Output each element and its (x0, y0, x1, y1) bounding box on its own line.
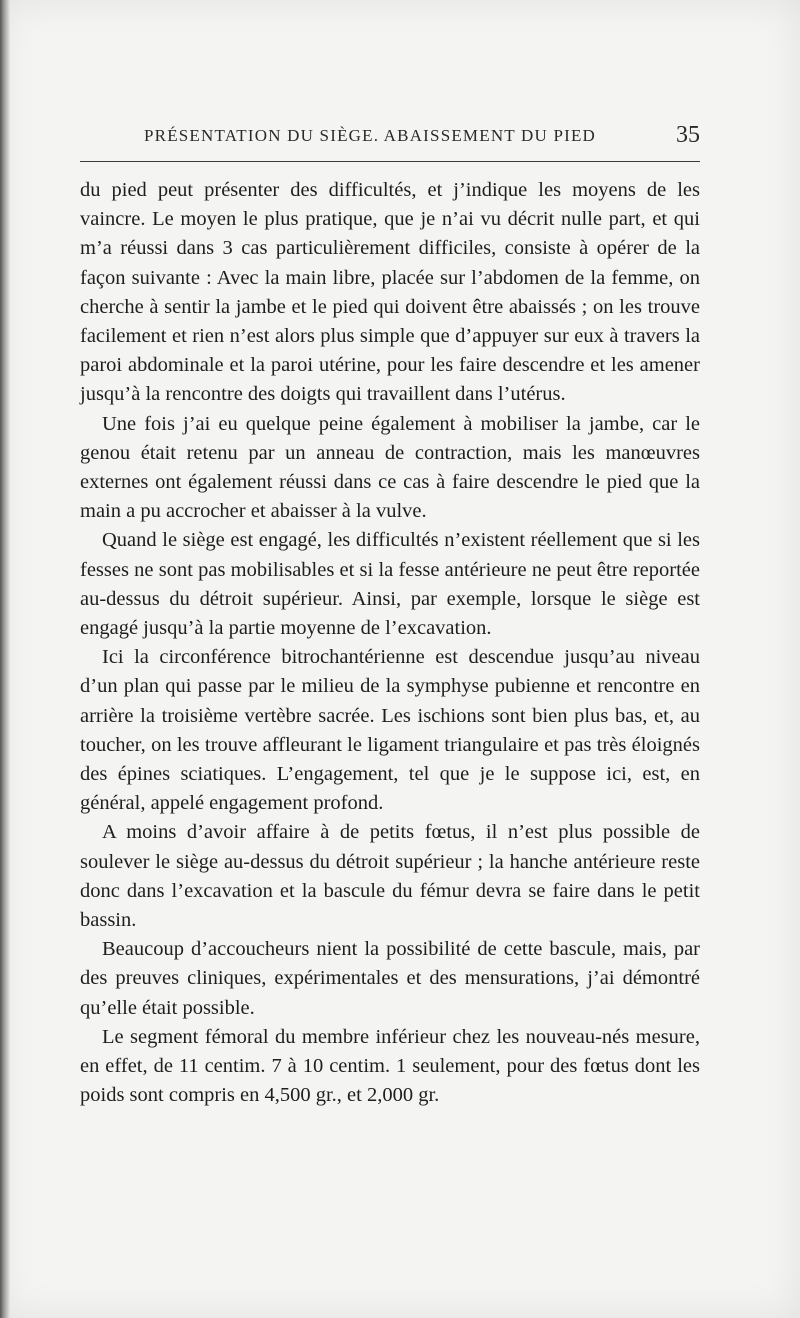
paragraph: Ici la circonférence bitrochantérienne est descendue jusqu’au niveau d’un plan qui passe par le milieu de la symphyse pubienne et rencontre en arrière la troisième vertèbre sacrée. Les ischions sont bien plus bas, et, au toucher, on les trouve affleurant le ligament triangulaire et pas très éloignés des épines sciatiques. L’engagement, tel que je le suppose ici, est, en général, appelé engagement profond. (80, 646, 700, 815)
page-header (80, 122, 700, 152)
page-number: 35 (676, 122, 700, 148)
paragraph: Une fois j’ai eu quelque peine également à mobiliser la jambe, car le genou était retenu par un anneau de contraction, mais les manœuvres externes ont également réussi dans ce cas à faire descendre le pied que la main a pu accrocher et abaisser à la vulve. (80, 412, 700, 523)
running-title: PRÉSENTATION DU SIÈGE. ABAISSEMENT DU PIED (144, 126, 597, 145)
paragraph: A moins d’avoir affaire à de petits fœtus, il n’est plus possible de soulever le siège au-dessus du détroit supérieur ; la hanche antérieure reste donc dans l’excavation et la bascule du fémur devra se faire dans le petit bassin. (80, 821, 700, 932)
paragraph: Beaucoup d’accoucheurs nient la possibilité de cette bascule, mais, par des preuves cliniques, expérimentales et des mensurations, j’ai démontré qu’elle était possible. (80, 938, 700, 1019)
paragraph: Le segment fémoral du membre inférieur chez les nouveau-nés mesure, en effet, de 11 centim. 7 à 10 centim. 1 seulement, pour des fœtus dont les poids sont compris en 4,500 gr., et 2,000 gr. (80, 1025, 700, 1107)
paragraph: Quand le siège est engagé, les difficultés n’existent réellement que si les fesses ne sont pas mobilisables et si la fesse antérieure ne peut être reportée au-dessus du détroit supérieur. Ainsi, par exemple, lorsque le siège est engagé jusqu’à la partie moyenne de l’excavation. (80, 529, 700, 640)
page-binding-edge (0, 0, 10, 1318)
header-rule (80, 161, 700, 162)
body-text (80, 176, 700, 1111)
paragraph: du pied peut présenter des difficultés, et j’indique les moyens de les vaincre. Le moyen le plus pratique, que je n’ai vu décrit nulle part, et qui m’a réussi dans 3 cas particulièrement difficiles, consiste à opérer de la façon suivante : Avec la main libre, placée sur l’abdomen de la femme, on cherche à sentir la jambe et le pied qui doivent être abaissés ; on les trouve facilement et rien n’est alors plus simple que d’appuyer sur eux à travers la paroi abdominale et la paroi utérine, pour les faire descendre et les amener jusqu’à la rencontre des doigts qui travaillent dans l’utérus. (80, 179, 700, 406)
